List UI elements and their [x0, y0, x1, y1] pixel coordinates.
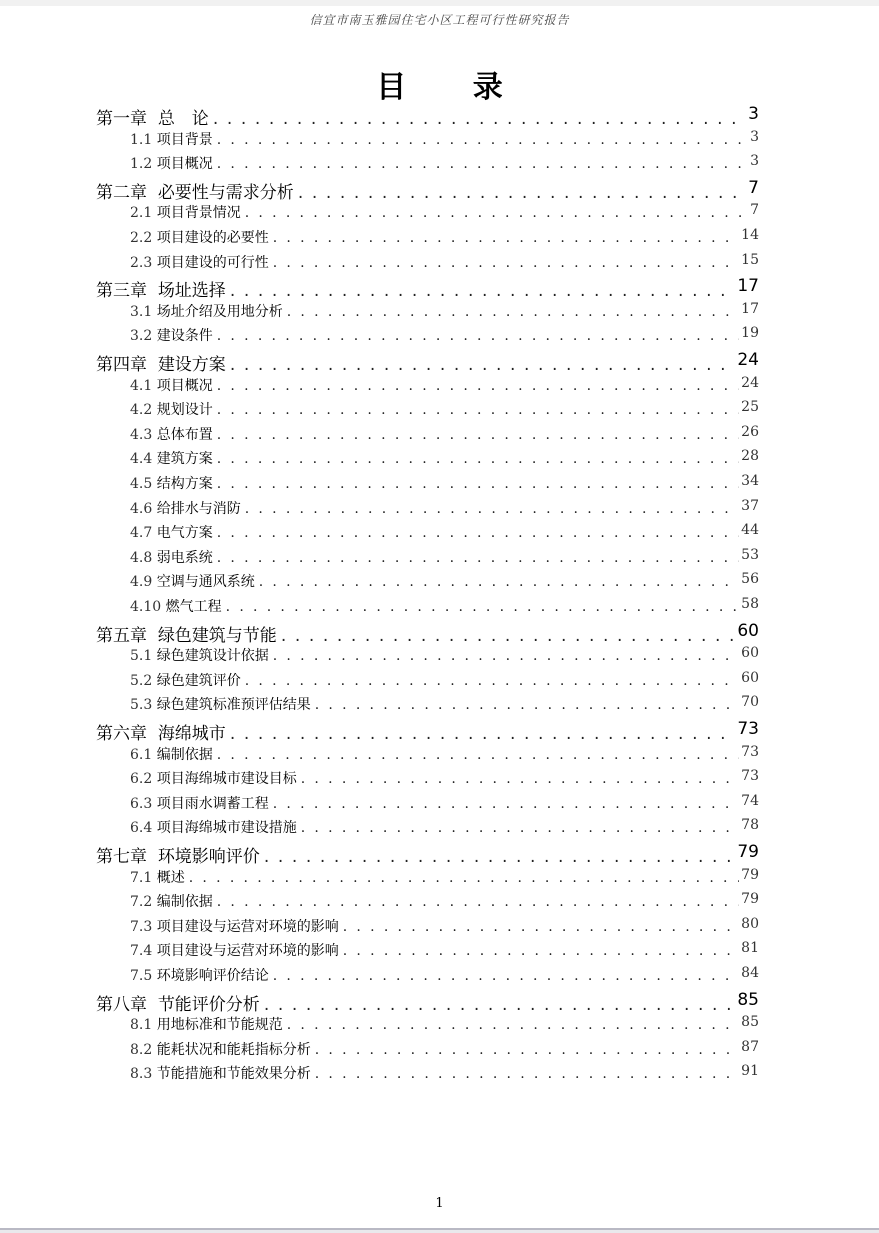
entry-page-number: 44: [741, 522, 759, 539]
entry-page-number: 7: [750, 202, 759, 219]
toc-section-entry[interactable]: [0, 375, 879, 395]
entry-title: 建筑方案: [156, 451, 213, 468]
entry-spacer: [147, 183, 158, 203]
entry-page-number: 58: [741, 596, 759, 612]
entry-title: 项目建设的必要性: [156, 230, 269, 246]
toc-section-entry[interactable]: [0, 301, 879, 321]
entry-title: 场址选择: [157, 281, 226, 302]
dot-leader: [287, 304, 755, 320]
entry-page-number: 74: [741, 792, 759, 809]
entry-number: 第八章: [96, 994, 147, 1015]
entry-page-number: 26: [741, 423, 759, 440]
toc-section-entry[interactable]: [0, 571, 879, 591]
entry-page-number: 24: [737, 350, 759, 370]
dot-leader: [217, 402, 755, 418]
entry-page-number: 85: [737, 989, 759, 1010]
entry-title: 结构方案: [156, 476, 213, 492]
entry-page-number: 15: [741, 251, 759, 268]
entry-page-number: 17: [737, 276, 759, 297]
entry-title: 环境影响评价: [157, 847, 260, 867]
entry-number: 第五章: [96, 625, 147, 646]
toc-section-entry[interactable]: [0, 1039, 879, 1059]
entry-title: 必要性与需求分析: [157, 182, 294, 203]
toc-chapter-entry[interactable]: [0, 621, 879, 646]
toc-section-entry[interactable]: [0, 227, 879, 247]
dot-leader: [298, 183, 755, 203]
entry-number: 4.5: [130, 476, 153, 492]
entry-title: 项目建设与运营对环境的影响: [156, 943, 339, 960]
entry-page-number: 80: [741, 915, 759, 932]
entry-spacer: [147, 355, 158, 375]
entry-number: 第六章: [96, 724, 147, 744]
entry-spacer: [147, 724, 158, 744]
entry-number: 7.2: [130, 894, 153, 911]
entry-title: 项目背景情况: [156, 205, 241, 222]
entry-number: 1.2: [130, 156, 153, 173]
toc-section-entry[interactable]: [0, 1063, 879, 1083]
entry-page-number: 17: [741, 300, 759, 317]
entry-number: 4.4: [130, 451, 153, 468]
entry-number: 4.9: [130, 574, 153, 591]
entry-number: 2.3: [130, 254, 153, 271]
entry-number: 8.3: [130, 1066, 153, 1083]
entry-title: 环境影响评价结论: [156, 968, 269, 984]
entry-page-number: 60: [737, 620, 759, 641]
toc-section-entry[interactable]: [0, 891, 879, 911]
dot-leader: [273, 230, 755, 246]
entry-number: 5.2: [130, 672, 153, 689]
entry-page-number: 85: [741, 1014, 759, 1031]
entry-page-number: 3: [750, 153, 759, 170]
toc-chapter-entry[interactable]: [0, 719, 879, 744]
entry-title: 规划设计: [156, 402, 213, 419]
toc-section-entry[interactable]: [0, 916, 879, 936]
toc-section-entry[interactable]: [0, 670, 879, 690]
entry-number: 8.1: [130, 1017, 153, 1034]
entry-number: 5.3: [130, 697, 153, 714]
entry-title: 项目海绵城市建设措施: [156, 820, 297, 837]
entry-number: 7.4: [130, 943, 153, 960]
entry-spacer: [147, 995, 158, 1015]
dot-leader: [301, 771, 755, 787]
dot-leader: [230, 724, 755, 744]
dot-leader: [287, 1017, 755, 1033]
toc-section-entry[interactable]: [0, 744, 879, 764]
toc-chapter-entry[interactable]: [0, 842, 879, 867]
entry-page-number: 70: [741, 694, 759, 711]
dot-leader: [264, 847, 755, 867]
dot-leader: [217, 525, 755, 541]
entry-title: 能耗状况和能耗指标分析: [156, 1041, 311, 1058]
entry-page-number: 78: [741, 817, 759, 834]
entry-page-number: 19: [741, 325, 759, 342]
entry-page-number: 56: [741, 571, 759, 588]
entry-number: 4.8: [130, 549, 153, 566]
entry-title: 建设方案: [157, 355, 226, 375]
dot-leader: [273, 648, 755, 664]
dot-leader: [230, 281, 755, 301]
entry-page-number: 7: [748, 177, 759, 198]
entry-title: 节能措施和节能效果分析: [156, 1066, 311, 1083]
entry-page-number: 3: [750, 128, 759, 145]
toc-section-entry[interactable]: [0, 498, 879, 518]
entry-spacer: [147, 626, 158, 646]
entry-title: 项目概况: [156, 377, 213, 394]
entry-number: 4.6: [130, 500, 153, 517]
entry-title: 海绵城市: [157, 724, 226, 744]
entry-page-number: 87: [741, 1038, 759, 1055]
entry-page-number: 91: [741, 1063, 759, 1080]
entry-page-number: 84: [741, 965, 759, 981]
entry-spacer: [147, 847, 158, 867]
toc-section-entry[interactable]: [0, 129, 879, 149]
dot-leader: [315, 1066, 755, 1082]
toc-section-entry[interactable]: [0, 252, 879, 272]
entry-page-number: 34: [741, 473, 759, 489]
dot-leader: [217, 156, 755, 172]
entry-number: 5.1: [130, 648, 153, 665]
entry-number: 第二章: [96, 182, 147, 203]
dot-leader: [245, 501, 755, 517]
entry-page-number: 28: [741, 448, 759, 465]
toc-section-entry[interactable]: [0, 940, 879, 960]
toc-section-entry[interactable]: [0, 399, 879, 419]
dot-leader: [217, 378, 755, 394]
toc-section-entry[interactable]: [0, 202, 879, 222]
entry-number: 2.2: [130, 230, 153, 246]
entry-page-number: 73: [741, 768, 759, 785]
toc-section-entry[interactable]: [0, 522, 879, 542]
dot-leader: [217, 747, 755, 763]
dot-leader: [217, 427, 755, 443]
entry-title: 项目建设的可行性: [156, 254, 269, 271]
toc-chapter-entry[interactable]: [0, 104, 879, 129]
dot-leader: [217, 476, 755, 492]
entry-title: 场址介绍及用地分析: [156, 303, 283, 320]
entry-number: 第四章: [96, 355, 147, 375]
entry-number: 第三章: [96, 281, 147, 302]
entry-title: 概述: [156, 869, 185, 886]
toc-section-entry[interactable]: [0, 325, 879, 345]
entry-title: 编制依据: [156, 894, 213, 911]
entry-number: 2.1: [130, 205, 153, 222]
entry-title: 编制依据: [156, 746, 213, 763]
entry-number: 6.2: [130, 771, 153, 788]
entry-title: 项目雨水调蓄工程: [156, 795, 269, 812]
entry-title: 项目概况: [156, 156, 213, 173]
entry-title: 燃气工程: [165, 599, 222, 615]
dot-leader: [217, 451, 755, 467]
entry-number: 3.1: [130, 303, 153, 320]
entry-page-number: 81: [741, 940, 759, 957]
entry-number: 4.3: [130, 426, 153, 443]
entry-page-number: 79: [741, 866, 759, 883]
toc-chapter-entry[interactable]: [0, 990, 879, 1015]
entry-title: 空调与通风系统: [156, 574, 255, 591]
entry-title: 绿色建筑与节能: [157, 625, 277, 646]
dot-leader: [245, 673, 755, 689]
dot-leader: [343, 943, 755, 959]
toc-section-entry[interactable]: [0, 153, 879, 173]
entry-page-number: 25: [741, 399, 759, 416]
dot-leader: [245, 205, 755, 221]
toc-section-entry[interactable]: [0, 424, 879, 444]
toc-section-entry[interactable]: [0, 694, 879, 714]
entry-number: 4.10: [130, 599, 162, 615]
dot-leader: [273, 255, 755, 271]
entry-title: 节能评价分析: [157, 994, 260, 1015]
dot-leader: [273, 968, 755, 984]
entry-title: 绿色建筑评价: [156, 672, 241, 689]
entry-title: 电气方案: [156, 525, 213, 542]
toc-section-entry[interactable]: [0, 645, 879, 665]
dot-leader: [217, 550, 755, 566]
toc-section-entry[interactable]: [0, 867, 879, 887]
dot-leader: [315, 697, 755, 713]
entry-page-number: 60: [741, 669, 759, 686]
toc-chapter-entry[interactable]: [0, 276, 879, 301]
dot-leader: [217, 894, 755, 910]
entry-title: 绿色建筑标准预评估结果: [156, 697, 311, 714]
dot-leader: [217, 328, 755, 344]
entry-number: 1.1: [130, 131, 153, 148]
dot-leader: [343, 919, 755, 935]
entry-number: 6.3: [130, 795, 153, 812]
toc-section-entry[interactable]: [0, 793, 879, 813]
entry-spacer: [147, 281, 158, 301]
entry-number: 6.1: [130, 746, 153, 763]
dot-leader: [264, 995, 755, 1015]
entry-number: 4.1: [130, 377, 153, 394]
entry-page-number: 79: [737, 842, 759, 862]
entry-title: 总体布置: [156, 426, 213, 443]
entry-title: 项目背景: [156, 131, 213, 148]
running-header: 信宜市南玉雅园住宅小区工程可行性研究报告: [309, 13, 570, 27]
dot-leader: [273, 796, 755, 812]
toc-section-entry[interactable]: [0, 473, 879, 493]
entry-number: 4.7: [130, 525, 153, 542]
entry-page-number: 79: [741, 891, 759, 908]
entry-title: 弱电系统: [156, 549, 213, 566]
toc-chapter-entry[interactable]: [0, 350, 879, 375]
entry-title: 总 论: [157, 109, 209, 129]
entry-page-number: 3: [748, 104, 759, 124]
entry-number: 7.5: [130, 968, 153, 984]
entry-page-number: 53: [741, 546, 759, 563]
entry-number: 8.2: [130, 1041, 153, 1058]
entry-title: 用地标准和节能规范: [156, 1017, 283, 1034]
toc-chapter-entry[interactable]: [0, 178, 879, 203]
entry-page-number: 73: [741, 743, 759, 760]
entry-page-number: 24: [741, 374, 759, 391]
toc-section-entry[interactable]: [0, 1014, 879, 1034]
dot-leader: [213, 109, 755, 129]
dot-leader: [281, 626, 755, 646]
entry-title: 项目海绵城市建设目标: [156, 771, 297, 788]
entry-page-number: 60: [741, 645, 759, 662]
dot-leader: [230, 355, 755, 375]
dot-leader: [301, 820, 755, 836]
toc-section-entry[interactable]: [0, 448, 879, 468]
toc-section-entry[interactable]: [0, 768, 879, 788]
toc-section-entry[interactable]: [0, 965, 879, 985]
entry-title: 项目建设与运营对环境的影响: [156, 918, 339, 935]
toc-section-entry[interactable]: [0, 817, 879, 837]
entry-page-number: 37: [741, 497, 759, 514]
dot-leader: [189, 870, 755, 886]
entry-title: 给排水与消防: [156, 500, 241, 517]
toc-title: 目 录: [376, 70, 531, 105]
entry-number: 6.4: [130, 820, 153, 837]
entry-page-number: 73: [737, 719, 759, 739]
dot-leader: [226, 599, 755, 615]
dot-leader: [259, 574, 755, 590]
entry-number: 7.3: [130, 918, 153, 935]
entry-number: 7.1: [130, 869, 153, 886]
entry-title: 建设条件: [156, 328, 213, 345]
entry-number: 4.2: [130, 402, 153, 419]
dot-leader: [315, 1042, 755, 1058]
entry-number: 第一章: [96, 109, 147, 129]
entry-page-number: 14: [741, 227, 759, 243]
entry-number: 第七章: [96, 847, 147, 867]
dot-leader: [217, 132, 755, 148]
entry-number: 3.2: [130, 328, 153, 345]
toc-section-entry[interactable]: [0, 547, 879, 567]
toc-section-entry[interactable]: [0, 596, 879, 616]
entry-spacer: [147, 109, 158, 129]
entry-title: 绿色建筑设计依据: [156, 648, 269, 665]
page-number: 1: [435, 1196, 444, 1211]
